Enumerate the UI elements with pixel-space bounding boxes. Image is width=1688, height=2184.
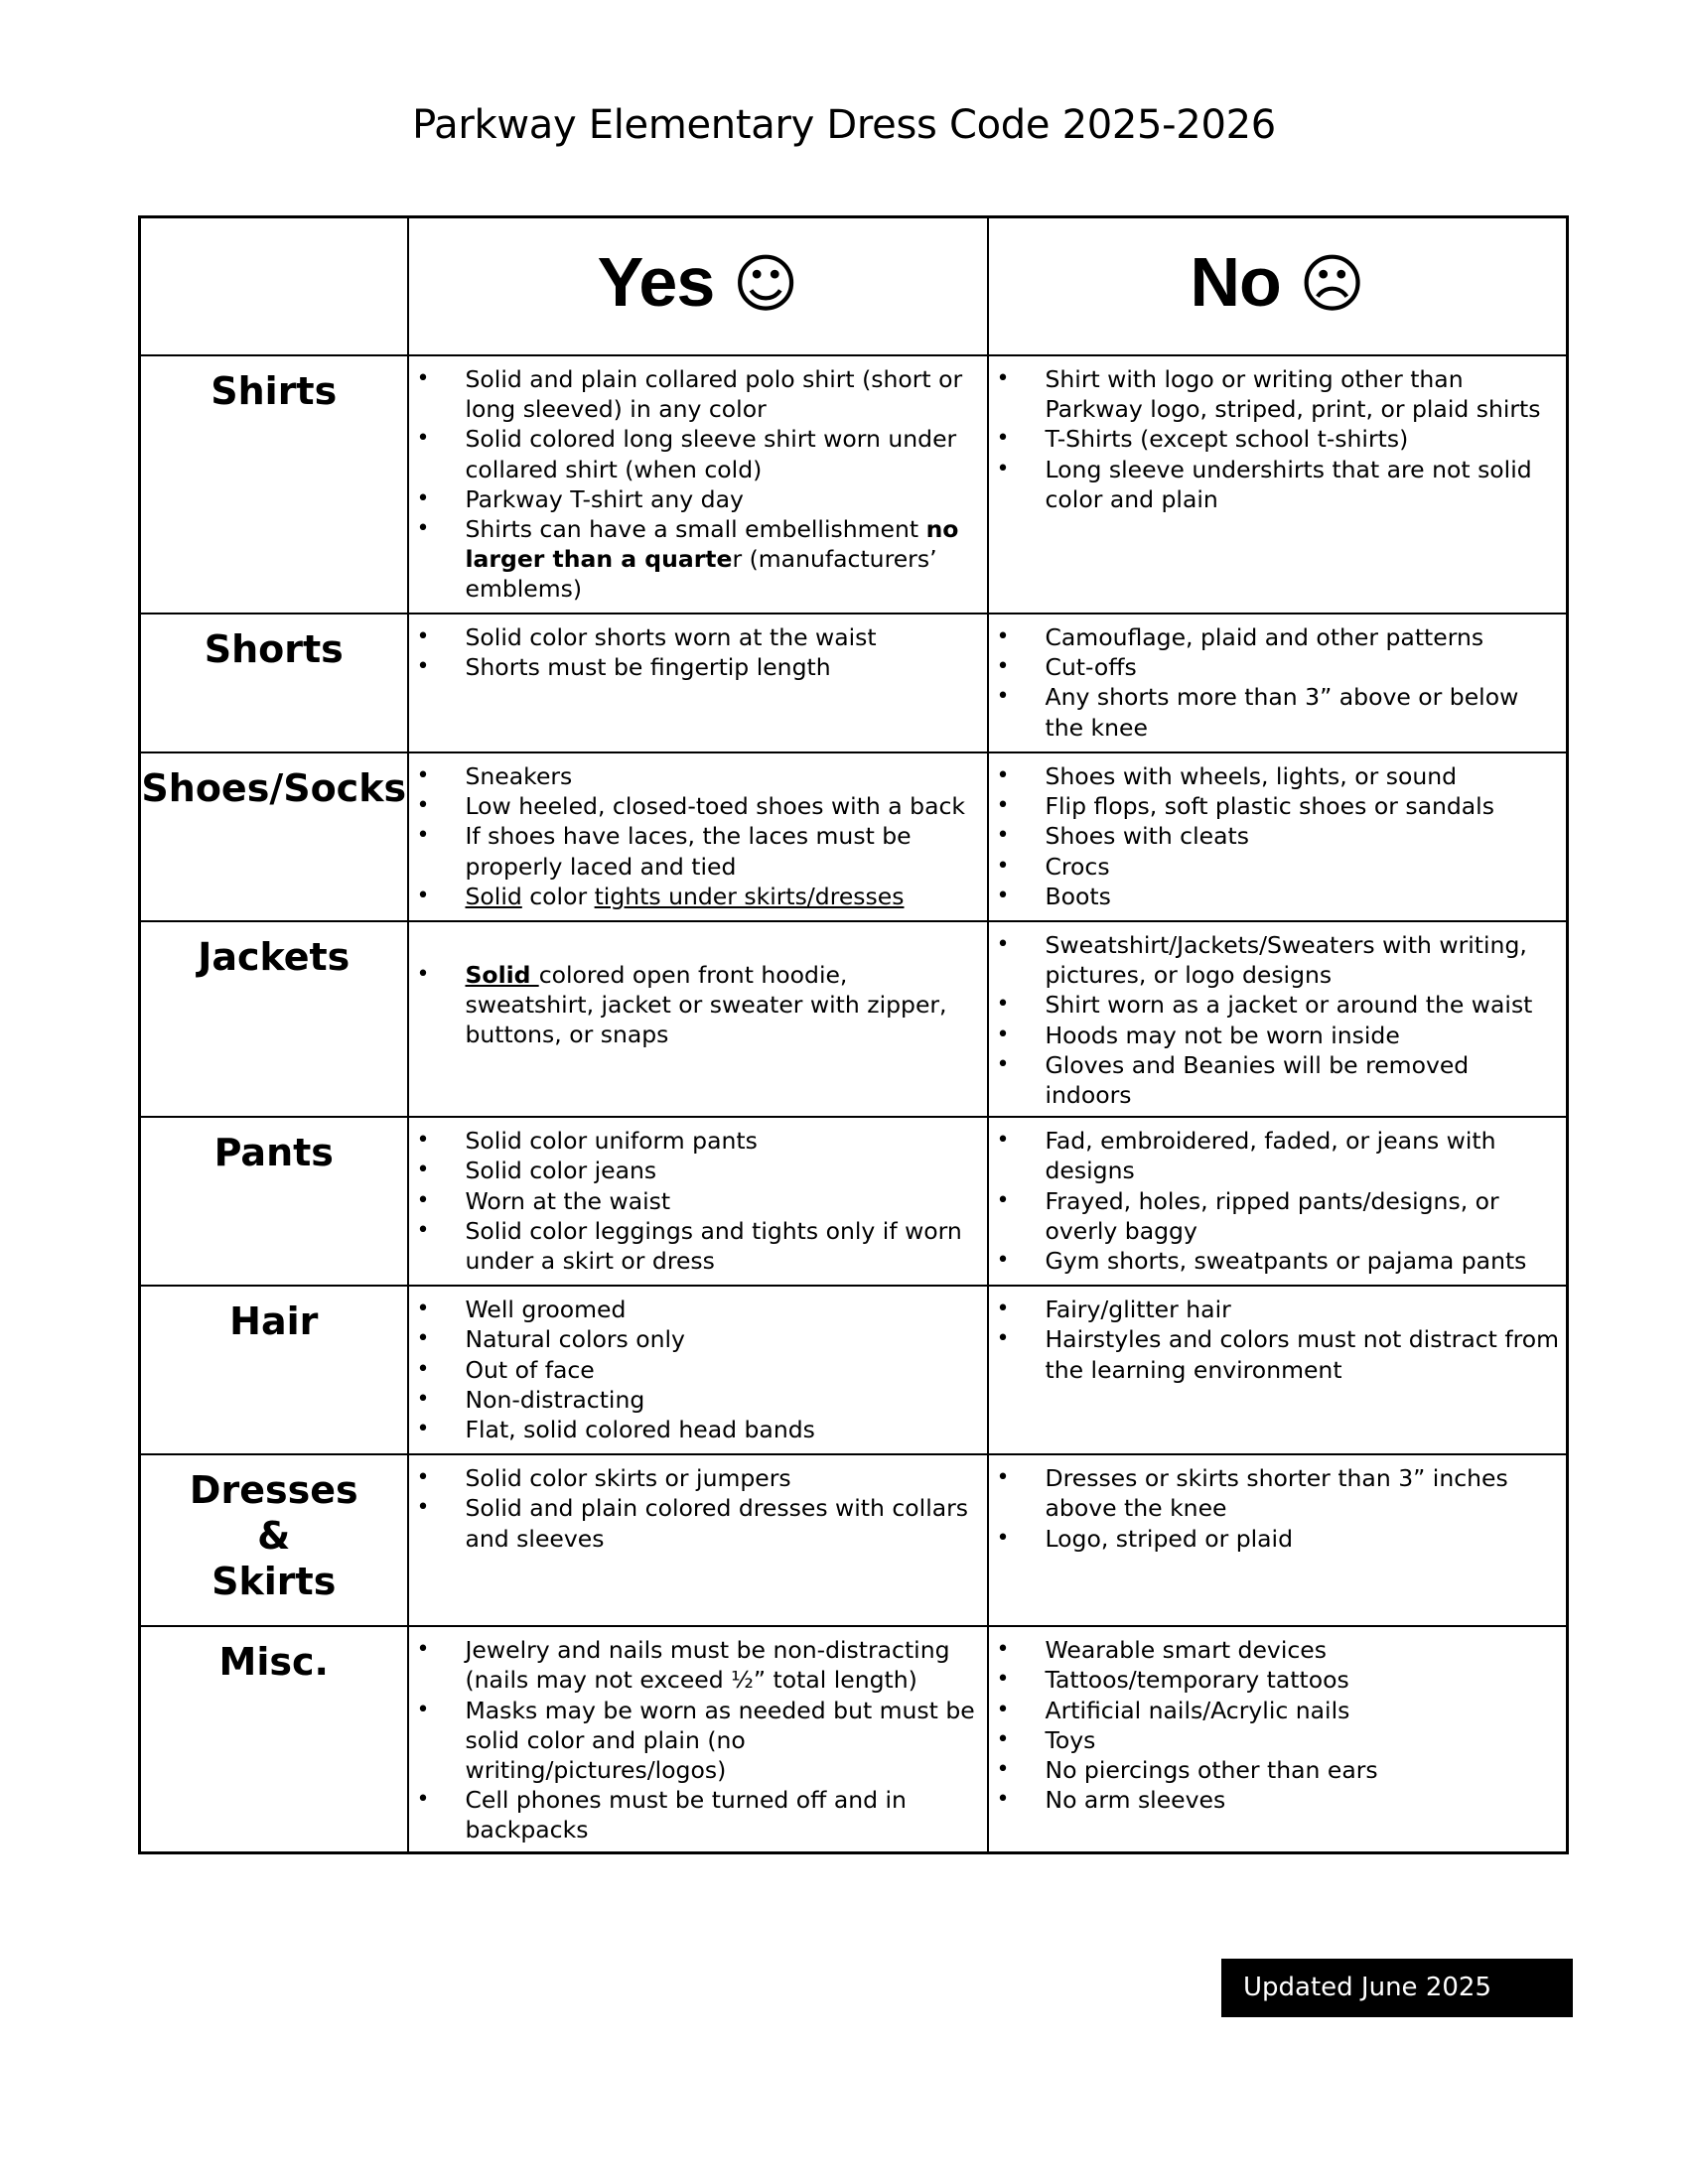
header-row	[140, 217, 1568, 356]
list-item-text: Shirt worn as a jacket or around the waist	[1045, 991, 1533, 1020]
list-item	[409, 761, 981, 791]
list-item-text: Solid color uniform pants	[465, 1127, 758, 1156]
frowning-face-icon: ☹	[1299, 247, 1364, 322]
list-item	[409, 484, 981, 514]
yes-cell	[408, 752, 988, 921]
category-cell	[140, 1454, 408, 1626]
list-item	[989, 821, 1561, 851]
list-item-text: Masks may be worn as needed but must be solid color and plain (no writing/pictures/logos)	[465, 1696, 975, 1785]
list-item-text: Toys	[1045, 1725, 1096, 1754]
no-cell	[988, 355, 1568, 614]
yes-cell	[408, 1286, 988, 1454]
list-item-text: Shirts can have a small embellishment	[465, 515, 926, 544]
yes-cell	[408, 355, 988, 614]
list-item-text: T-Shirts (except school t-shirts)	[1045, 425, 1409, 454]
list-item-text: Flip flops, soft plastic shoes or sandals	[1045, 792, 1494, 821]
list-item	[989, 1665, 1561, 1695]
list-item-text: Crocs	[1045, 852, 1110, 881]
category-label: Jackets	[198, 935, 351, 979]
list-item-text: Camouflage, plaid and other patterns	[1045, 623, 1484, 651]
no-label: No	[1190, 242, 1281, 321]
list-item	[989, 990, 1561, 1020]
list-item	[989, 1050, 1561, 1110]
list-item-text: Shirt with logo or writing other than Parkway logo, striped, print, or plaid shirts	[1045, 365, 1541, 424]
list-item	[989, 791, 1561, 821]
category-label: Shorts	[204, 627, 344, 671]
updated-badge: Updated June 2025	[1221, 1959, 1573, 2017]
no-cell	[988, 1286, 1568, 1454]
yes-cell	[408, 614, 988, 752]
list-item	[989, 1246, 1561, 1276]
list-item-text: Natural colors only	[465, 1325, 685, 1354]
list-item	[409, 514, 981, 605]
header-empty-cell	[140, 217, 408, 356]
list-item	[989, 622, 1561, 652]
list-item	[989, 1021, 1561, 1050]
list-item-text: Solid	[465, 882, 522, 910]
list-item	[989, 455, 1561, 514]
list-item-text: Parkway T-shirt any day	[465, 484, 744, 513]
list-item	[409, 1156, 981, 1185]
category-label: Skirts	[211, 1560, 337, 1604]
no-list	[989, 1627, 1567, 1821]
no-cell	[988, 614, 1568, 752]
list-item-text: Logo, striped or plaid	[1045, 1524, 1294, 1553]
list-item	[989, 1295, 1561, 1324]
list-item-text: Solid and plain collared polo shirt (short or long sleeved) in any color	[465, 365, 963, 424]
no-list	[989, 1287, 1567, 1391]
list-item-text: Frayed, holes, ripped pants/designs, or overly baggy	[1045, 1186, 1499, 1245]
list-item-text: Fairy/glitter hair	[1045, 1296, 1231, 1324]
list-item	[989, 652, 1561, 682]
no-list	[989, 1455, 1567, 1560]
list-item	[989, 1126, 1561, 1185]
list-item-text: Solid colored long sleeve shirt worn under collared shirt (when cold)	[465, 425, 957, 483]
list-item-text: Worn at the waist	[465, 1186, 671, 1215]
no-cell	[988, 1117, 1568, 1286]
category-cell	[140, 355, 408, 614]
category-label: Shirts	[211, 369, 338, 413]
no-cell	[988, 1454, 1568, 1626]
list-item-text: Cut-offs	[1045, 653, 1137, 682]
yes-list	[409, 1118, 987, 1282]
list-item-text: Fad, embroidered, faded, or jeans with designs	[1045, 1127, 1496, 1185]
list-item	[989, 1755, 1561, 1785]
list-item	[409, 1126, 981, 1156]
list-item	[409, 1785, 981, 1844]
dress-code-table	[138, 215, 1569, 1854]
list-item-text: color	[521, 882, 595, 910]
no-cell	[988, 921, 1568, 1117]
list-item	[409, 424, 981, 483]
list-item	[409, 1463, 981, 1493]
list-item-text: tights under skirts/dresses	[594, 882, 905, 910]
yes-cell	[408, 921, 988, 1117]
list-item	[989, 1463, 1561, 1523]
list-item-text: Hoods may not be worn inside	[1045, 1021, 1400, 1049]
list-item	[409, 791, 981, 821]
list-item	[409, 652, 981, 682]
list-item	[989, 424, 1561, 454]
list-item	[989, 1324, 1561, 1384]
category-row	[140, 1626, 1568, 1852]
list-item	[989, 1696, 1561, 1725]
no-header	[988, 217, 1568, 356]
category-row	[140, 614, 1568, 752]
category-cell	[140, 752, 408, 921]
category-row	[140, 752, 1568, 921]
category-row	[140, 921, 1568, 1117]
list-item-text: No piercings other than ears	[1045, 1756, 1378, 1785]
list-item	[989, 364, 1561, 424]
list-item	[989, 1524, 1561, 1554]
category-cell	[140, 921, 408, 1117]
yes-list	[409, 1287, 987, 1450]
list-item-text: no larger than a quarte	[465, 515, 959, 574]
list-item	[409, 364, 981, 424]
list-item	[409, 1324, 981, 1354]
list-item-text: Tattoos/temporary tattoos	[1045, 1666, 1349, 1695]
list-item-text: Wearable smart devices	[1045, 1636, 1327, 1665]
list-item-text: Solid and plain colored dresses with collars and sleeves	[465, 1494, 969, 1553]
list-item-text: Boots	[1045, 882, 1111, 910]
no-cell	[988, 752, 1568, 921]
list-item	[409, 1415, 981, 1444]
yes-list	[409, 356, 987, 611]
category-row	[140, 1286, 1568, 1454]
category-label: Misc.	[218, 1640, 329, 1685]
list-item	[409, 1696, 981, 1786]
yes-label: Yes	[597, 242, 715, 321]
category-row	[140, 1117, 1568, 1286]
list-item	[409, 1355, 981, 1385]
list-item-text: Flat, solid colored head bands	[465, 1416, 815, 1444]
list-item	[409, 1635, 981, 1695]
list-item-text: Solid	[465, 961, 539, 989]
page-title: Parkway Elementary Dress Code 2025-2026	[412, 102, 1276, 148]
list-item	[989, 1785, 1561, 1815]
list-item	[409, 622, 981, 652]
yes-cell	[408, 1454, 988, 1626]
no-list	[989, 753, 1567, 917]
yes-list	[409, 922, 987, 1056]
category-label: &	[257, 1514, 291, 1559]
no-list	[989, 356, 1567, 520]
list-item	[989, 930, 1561, 990]
list-item-text: Shoes with cleats	[1045, 822, 1249, 851]
list-item-text: Long sleeve undershirts that are not solid color and plain	[1045, 455, 1532, 513]
list-item-text: Cell phones must be turned off and in backpacks	[465, 1786, 907, 1844]
list-item-text: Dresses or skirts shorter than 3” inches above the knee	[1045, 1464, 1508, 1523]
category-label: Pants	[213, 1131, 334, 1175]
list-item-text: No arm sleeves	[1045, 1786, 1226, 1815]
list-item	[989, 1186, 1561, 1246]
list-item-text: Sweatshirt/Jackets/Sweaters with writing, pictures, or logo designs	[1045, 931, 1527, 990]
list-item	[409, 1186, 981, 1216]
list-item	[409, 1493, 981, 1553]
list-item-text: Gloves and Beanies will be removed indoors	[1045, 1050, 1470, 1110]
list-item	[409, 1216, 981, 1276]
yes-list	[409, 1627, 987, 1850]
category-label: Shoes/Socks	[141, 766, 407, 810]
list-item-text: Artificial nails/Acrylic nails	[1045, 1696, 1350, 1724]
yes-cell	[408, 1117, 988, 1286]
list-item	[409, 821, 981, 881]
yes-list	[409, 1455, 987, 1560]
category-cell	[140, 1626, 408, 1852]
list-item	[989, 682, 1561, 742]
list-item	[409, 960, 981, 1050]
list-item-text: Jewelry and nails must be non-distracting (nails may not exceed ½” total length)	[465, 1636, 950, 1695]
no-cell	[988, 1626, 1568, 1852]
list-item-text: Solid color skirts or jumpers	[465, 1464, 791, 1493]
yes-list	[409, 753, 987, 917]
list-item	[409, 1295, 981, 1324]
yes-list	[409, 614, 987, 688]
list-item-text: Hairstyles and colors must not distract from the learning environment	[1045, 1325, 1560, 1384]
list-item-text: Any shorts more than 3” above or below the knee	[1045, 683, 1519, 742]
list-item	[409, 882, 981, 911]
list-item	[989, 761, 1561, 791]
list-item-text: Well groomed	[465, 1296, 627, 1324]
list-item	[989, 852, 1561, 882]
list-item-text: Sneakers	[465, 762, 573, 790]
category-label: Hair	[229, 1299, 319, 1344]
list-item-text: Shoes with wheels, lights, or sound	[1045, 762, 1458, 790]
list-item-text: r (manufacturers’ emblems)	[465, 545, 937, 604]
list-item-text: Out of face	[465, 1355, 595, 1384]
category-label: Dresses	[189, 1468, 358, 1513]
no-list	[989, 1118, 1567, 1282]
yes-header	[408, 217, 988, 356]
smiley-face-icon: ☺	[732, 247, 798, 322]
list-item	[989, 1725, 1561, 1755]
list-item-text: Shorts must be fingertip length	[465, 653, 831, 682]
category-cell	[140, 614, 408, 752]
list-item	[989, 882, 1561, 911]
table-body	[140, 217, 1568, 1853]
list-item-text: If shoes have laces, the laces must be properly laced and tied	[465, 822, 912, 881]
no-list	[989, 614, 1567, 749]
list-item	[989, 1635, 1561, 1665]
list-item-text: Low heeled, closed-toed shoes with a back	[465, 792, 965, 821]
list-item-text: Solid color leggings and tights only if worn under a skirt or dress	[465, 1216, 962, 1276]
list-item-text: Non-distracting	[465, 1385, 645, 1414]
no-list	[989, 922, 1567, 1116]
list-item-text: Solid color jeans	[465, 1157, 657, 1185]
list-item-text: Gym shorts, sweatpants or pajama pants	[1045, 1247, 1527, 1276]
yes-cell	[408, 1626, 988, 1852]
category-row	[140, 1454, 1568, 1626]
list-item	[409, 1385, 981, 1415]
category-cell	[140, 1286, 408, 1454]
category-row	[140, 355, 1568, 614]
list-item-text: Solid color shorts worn at the waist	[465, 623, 877, 651]
category-cell	[140, 1117, 408, 1286]
list-item-text: colored open front hoodie, sweatshirt, jacket or sweater with zipper, buttons, or snaps	[465, 961, 947, 1049]
